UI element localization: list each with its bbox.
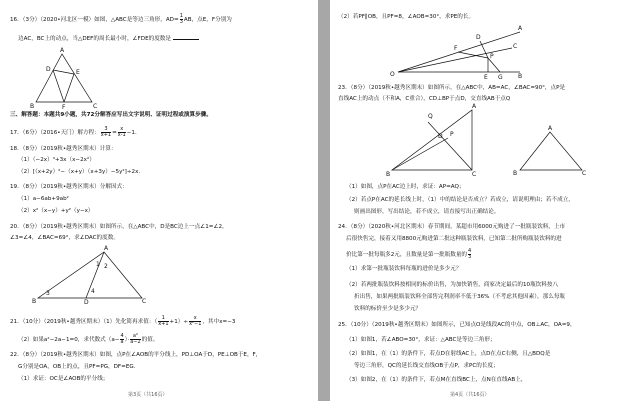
label-o: O <box>390 71 395 78</box>
question-21-line1: 21．（10分）（2019秋•越秀区期末）（1）先化简再求值：（ $\frac{1}{x+1}$ +1）÷ $\frac{x}{\text{x²−1}}$ ，其中x=−3 <box>10 315 236 327</box>
triangle-2 <box>520 132 582 170</box>
question-24-line3: 价比第一批每瓶多2元，且数量是第一批瓶数量的 $\frac{4}{3}$ <box>346 248 472 260</box>
label-b: B <box>32 298 37 305</box>
label-a: A <box>60 47 65 54</box>
question-22-part2: （2）若PF∥OB，且PF=8，∠AOB=30°，求PE的长。 <box>338 14 475 20</box>
question-24-part2: （2）若两批瓶装饮料按相同的标价出售，为加快销售，商家决定最后的10瓶饮料按八 <box>346 282 559 288</box>
label-b: B <box>518 73 523 80</box>
fraction: $\frac{1}{x+1}$ <box>158 315 169 327</box>
label-a: A <box>104 245 109 252</box>
fraction: $\frac{3}{x+1}$ <box>100 126 112 138</box>
figure-q22-angle <box>392 26 522 80</box>
angle-label-1: 1 <box>96 261 100 268</box>
question-25-part3: （3）如图2，在（1）的条件下，若点M在直线BC上，点N在直线AB上， <box>346 377 527 383</box>
figure-q23-triangle-1 <box>386 103 478 178</box>
fraction: $\frac{x}{x-1}$ <box>117 126 126 138</box>
triangle-abc <box>36 54 92 102</box>
question-18-part2: （2）[（x+2y）²−（x+y）（x+3y）−5y²]÷2x. <box>18 169 141 175</box>
segment-bp <box>392 138 448 170</box>
document-page-left <box>0 0 318 401</box>
triangle-abc <box>38 252 142 298</box>
fraction: $\frac{\text{a²}}{a-2}$ <box>130 333 141 345</box>
question-24-line2: 后很快售完，接着又用8800元购进第二批这种瓶装饮料，已知第二批所购瓶装饮料的进 <box>346 236 562 242</box>
label-p: P <box>490 53 494 60</box>
segment-pg <box>488 58 500 72</box>
question-22-line1: 22．（8分）（2019秋•越秀区期末）如图，点P在∠AOB的平分线上，PD⊥OA于D，PE⊥OB于E，F， <box>10 352 262 358</box>
label-c: C <box>142 298 147 305</box>
question-19-part2: （2）x²（x−y）+y²（y−x） <box>18 208 94 214</box>
angle-label-2: 2 <box>104 263 108 270</box>
label-c: C <box>513 43 518 50</box>
label-a: A <box>548 125 553 132</box>
question-23-part1: （1）如图，点P在AC边上时，求证：AP=AQ； <box>346 184 465 190</box>
figure-q23-triangle-2 <box>513 125 587 177</box>
label-g: G <box>498 74 503 81</box>
segment-df <box>53 70 64 102</box>
question-21-line2: （2）如果a²−2a−1=0，求代数式（a− $\frac{4}{a}$ ）· $\frac{\text{a²}}{a-2}$ 的值。 <box>18 333 159 345</box>
label-c: C <box>93 103 98 110</box>
question-23-part2: （2）若点P在AC的延长线上时，（1）中的结论是否成立？若成立，请说明理由；若不成立， <box>346 197 574 203</box>
fraction: $\frac{4}{a}$ <box>120 333 124 345</box>
angle-label-3: 3 <box>46 290 50 297</box>
label-e: E <box>76 69 80 76</box>
label-c: C <box>582 170 587 177</box>
question-23-line2: 直线AC上的动点（不和A，C重合），CD⊥BP于点D，交直线AB于点Q <box>338 96 511 102</box>
fraction: $\frac{4}{3}$ <box>468 248 472 260</box>
question-24-line1: 24．（8分）（2020秋•河北区期末）春节期间，某超市用6000元购进了一批瓶装饮料，上市 <box>338 224 566 230</box>
fraction: $\frac{x}{\text{x²−1}}$ <box>189 315 202 327</box>
label-a: A <box>472 103 477 110</box>
page-gutter <box>318 0 330 401</box>
segment-ad <box>86 252 104 298</box>
figure-q16-triangle <box>30 47 100 111</box>
question-16-line2: 边AC，BC上的动点，当△DEF的周长最小时，∠FDE的度数是 <box>18 34 199 43</box>
angle-label-4: 4 <box>91 288 95 295</box>
fraction: $\frac{1}{3}$ <box>179 13 183 25</box>
label-d: D <box>46 66 51 73</box>
question-18-part1: （1）（−2x）³+3x（x−2x²） <box>18 157 95 163</box>
question-24-part1: （1）求第一批瓶装饮料每瓶的进价是多少元？ <box>346 266 462 272</box>
segment-de <box>53 70 74 74</box>
question-20-line2: ∠3=∠4，∠BAC=69°，求∠DAC的度数。 <box>10 235 119 241</box>
question-17: 17．（6分）（2016•天门）解方程： $\frac{3}{x+1}$ = $\frac{x}{x-1}$ −1. <box>10 126 137 138</box>
label-e: E <box>484 74 488 81</box>
page-footer: 第4页（共16页） <box>450 392 490 398</box>
label-d: D <box>476 34 481 41</box>
label-p: P <box>450 131 454 138</box>
label-b: B <box>513 170 518 177</box>
question-19: 19．（8分）（2019秋•越秀区期末）分解因式： <box>10 184 128 190</box>
question-16-line1: 16．（3分）（2020•河北区一模）如图，△ABC是等边三角形，AD= $\frac{1}{3}$ AB，点E，F分别为 <box>10 13 232 25</box>
question-23-line1: 23．（8分）（2019秋•越秀区期末）如图所示，在△ABC中，AB=AC，∠BAC=90°，点P是 <box>338 85 566 91</box>
question-24-part2-cont2: 饮料的标价至少是多少元？ <box>354 306 422 312</box>
label-d: D <box>438 133 443 140</box>
question-22-line3: （1）求证：OC是∠AOB的平分线； <box>18 376 109 382</box>
question-25-part1: （1）如图1，若∠ABO=30°，求证：△ABC是等边三角形； <box>346 337 496 343</box>
label-f: F <box>454 45 458 52</box>
label-b: B <box>30 103 35 110</box>
section-3-heading: 三、解答题：本题共9小题，共72分解答应写出文字说明、证明过程或演算步骤。 <box>10 112 212 118</box>
question-24-part2-cont: 折出售，如果两批瓶装饮料全部售完利润率不低于36%（不考虑其他因素），那么每瓶 <box>354 294 566 300</box>
label-q: Q <box>428 113 433 120</box>
question-25-part2-cont: 等边三角形，QC的延长线交直线OB于点P，求PC的长度； <box>354 363 499 369</box>
question-19-part1: （1）a−6ab+9ab² <box>18 196 69 202</box>
label-c: C <box>472 171 477 178</box>
page-footer: 第3页（共16页） <box>128 392 168 398</box>
label-a: A <box>518 25 523 32</box>
document-page-right <box>330 0 640 401</box>
question-23-part2-cont: 则画出图形，写出结论，若不成立，请直接写出正确结论。 <box>354 209 500 215</box>
question-18: 18．（8分）（2019秋•越秀区期末）计算： <box>10 146 117 152</box>
label-f: F <box>62 104 66 111</box>
segment-fp <box>458 52 488 58</box>
figure-q20-triangle <box>32 245 147 306</box>
question-20-line1: 20．（8分）（2019秋•越秀区期末）如图所示，在△ABC中，D是BC边上一点∠1=∠2， <box>10 224 228 230</box>
label-b: B <box>386 171 391 178</box>
label-d: D <box>84 299 89 306</box>
question-25-part2: （2）如图1，在（1）的条件下，若点D在射线AC上，点D在点C右侧，且△BDQ是 <box>346 351 551 357</box>
segment-ef <box>64 74 74 102</box>
answer-blank <box>173 34 199 40</box>
question-25-line1: 25．（10分）（2019秋•越秀区期末）如图所示，已知点O是线段AC的中点，OB⊥AC，OA=9， <box>338 322 576 328</box>
question-22-line2: G分别是OA，OB上的点，且PF=PG，DF=EG. <box>18 364 136 370</box>
